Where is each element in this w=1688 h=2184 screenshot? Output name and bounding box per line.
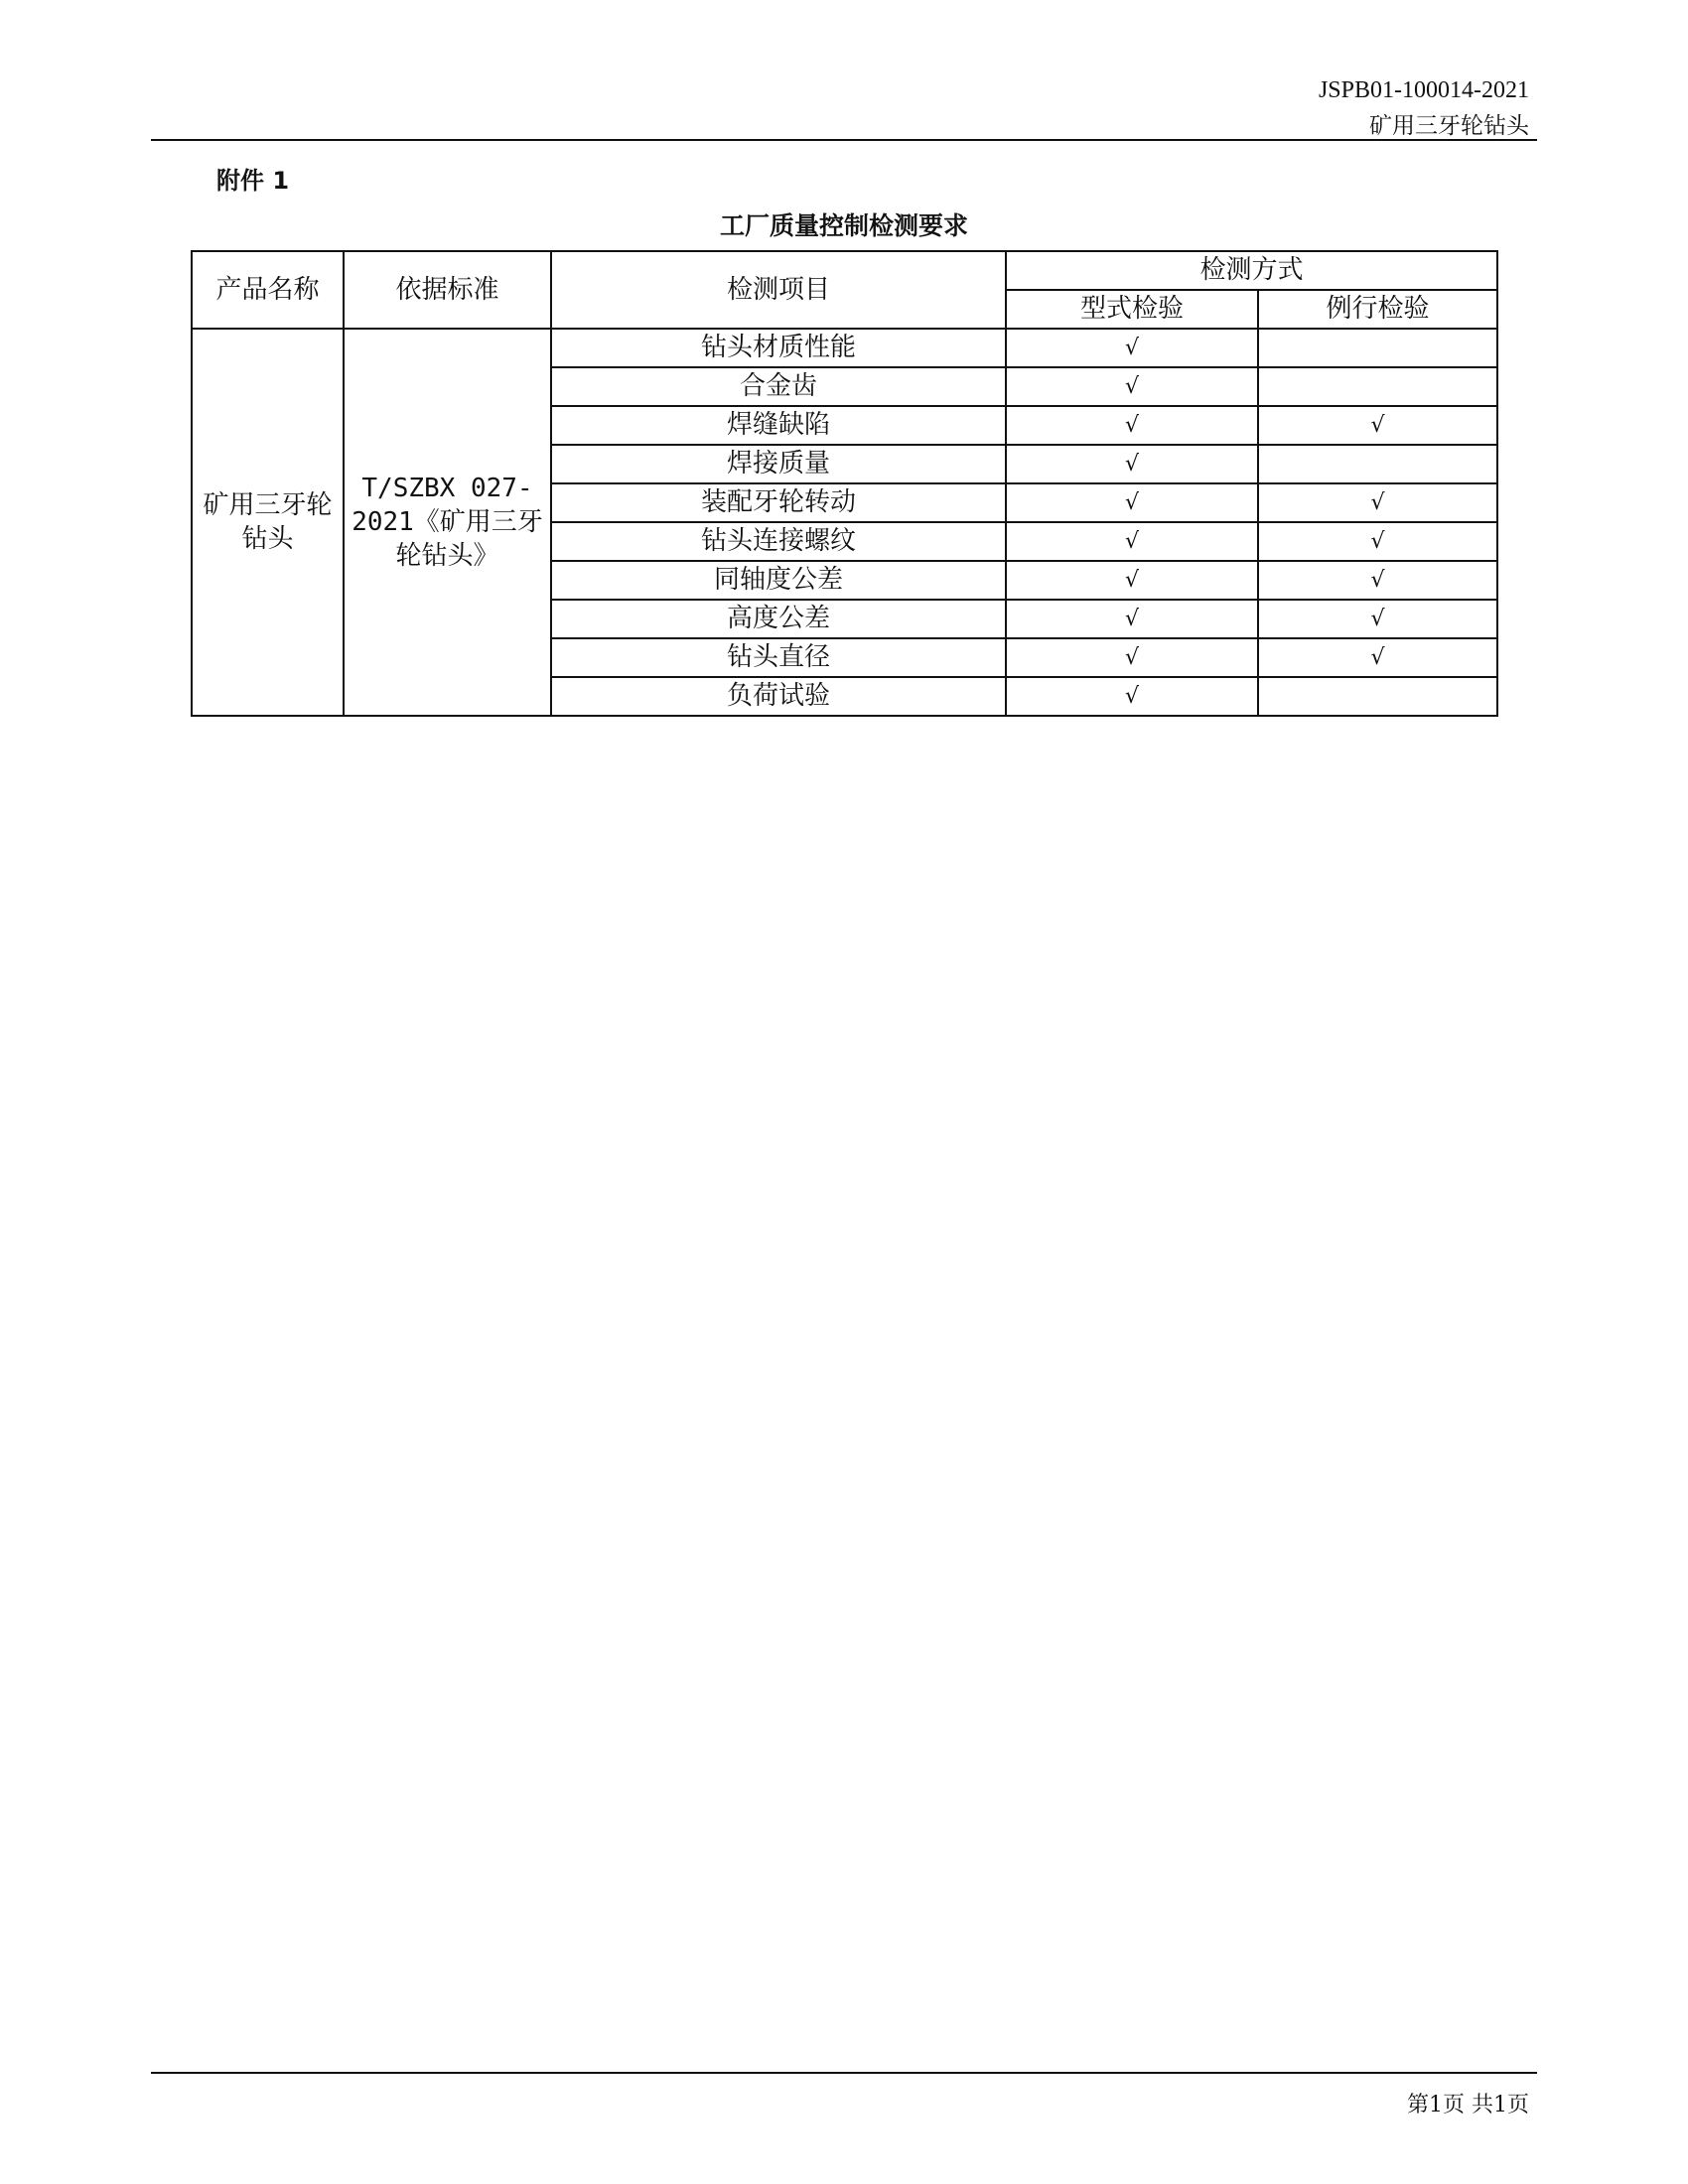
cell-type-test: √	[1006, 329, 1258, 367]
cell-inspection-item: 合金齿	[551, 367, 1006, 406]
cell-routine-test	[1258, 367, 1497, 406]
header-standard: 依据标准	[344, 251, 551, 329]
header-divider	[151, 139, 1537, 141]
footer-divider	[151, 2072, 1537, 2074]
cell-routine-test	[1258, 445, 1497, 483]
header-inspection-method: 检测方式	[1006, 251, 1497, 290]
cell-inspection-item: 装配牙轮转动	[551, 483, 1006, 522]
table-header-row	[192, 251, 1497, 290]
inspection-requirements-table	[191, 250, 1498, 717]
header-type-test: 型式检验	[1006, 290, 1258, 329]
cell-type-test: √	[1006, 406, 1258, 445]
cell-inspection-item: 钻头材质性能	[551, 329, 1006, 367]
document-product-name: 矿用三牙轮钻头	[1369, 113, 1529, 139]
document-code: JSPB01-100014-2021	[1318, 77, 1529, 103]
header-routine-test: 例行检验	[1258, 290, 1497, 329]
cell-type-test: √	[1006, 483, 1258, 522]
cell-routine-test: √	[1258, 483, 1497, 522]
cell-inspection-item: 钻头直径	[551, 638, 1006, 677]
cell-standard: T/SZBX 027-2021《矿用三牙轮钻头》	[344, 329, 551, 716]
cell-routine-test: √	[1258, 522, 1497, 561]
cell-inspection-item: 焊缝缺陷	[551, 406, 1006, 445]
cell-product-name: 矿用三牙轮钻头	[192, 329, 344, 716]
cell-inspection-item: 焊接质量	[551, 445, 1006, 483]
page-number: 第1页 共1页	[1407, 2093, 1529, 2117]
table-row	[192, 329, 1497, 367]
cell-type-test: √	[1006, 367, 1258, 406]
cell-type-test: √	[1006, 445, 1258, 483]
cell-type-test: √	[1006, 600, 1258, 638]
cell-inspection-item: 钻头连接螺纹	[551, 522, 1006, 561]
cell-type-test: √	[1006, 561, 1258, 600]
cell-inspection-item: 高度公差	[551, 600, 1006, 638]
cell-type-test: √	[1006, 677, 1258, 716]
cell-routine-test: √	[1258, 406, 1497, 445]
cell-type-test: √	[1006, 522, 1258, 561]
cell-inspection-item: 同轴度公差	[551, 561, 1006, 600]
cell-routine-test	[1258, 677, 1497, 716]
cell-inspection-item: 负荷试验	[551, 677, 1006, 716]
cell-routine-test: √	[1258, 600, 1497, 638]
cell-type-test: √	[1006, 638, 1258, 677]
cell-routine-test	[1258, 329, 1497, 367]
header-inspection-item: 检测项目	[551, 251, 1006, 329]
header-product-name: 产品名称	[192, 251, 344, 329]
attachment-label: 附件 1	[216, 167, 290, 195]
cell-routine-test: √	[1258, 561, 1497, 600]
table-title: 工厂质量控制检测要求	[719, 211, 968, 240]
cell-routine-test: √	[1258, 638, 1497, 677]
